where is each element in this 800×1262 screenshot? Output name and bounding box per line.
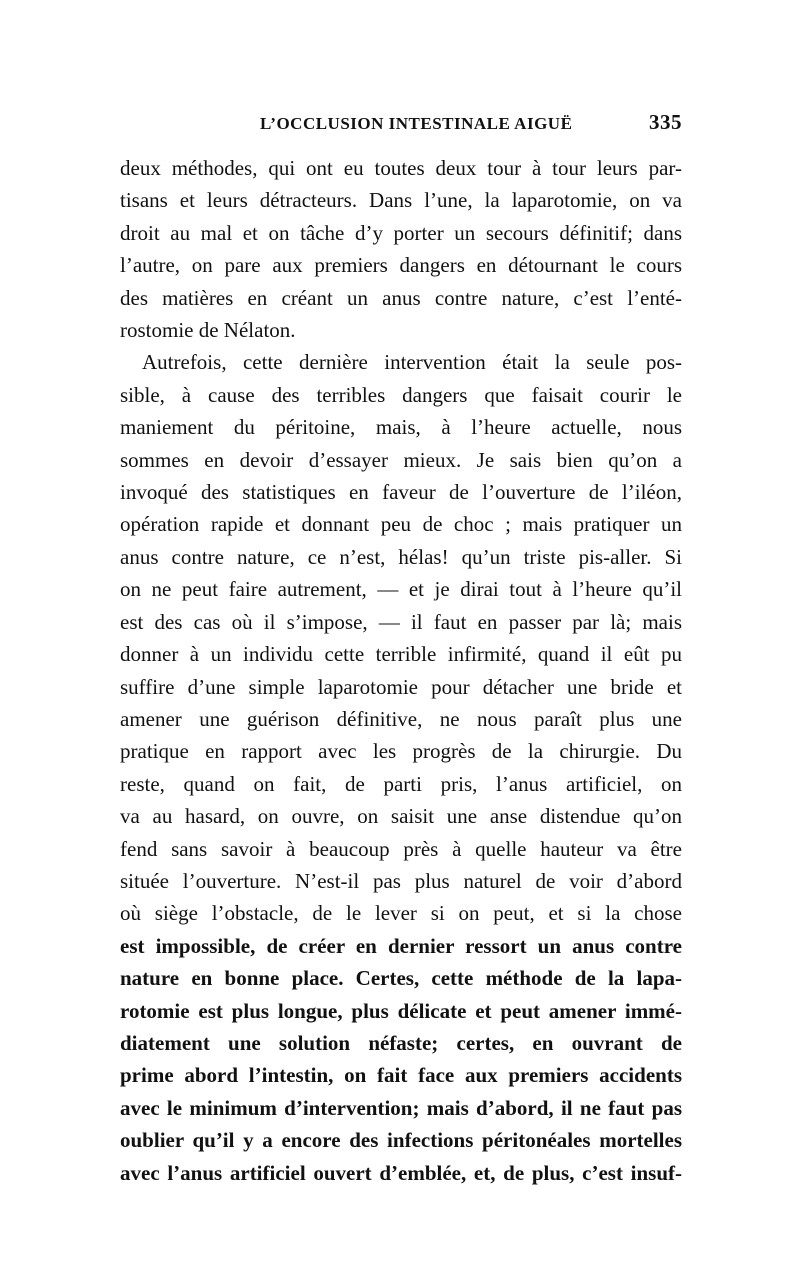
text-line: va au hasard, on ouvre, on saisit une anse distendue qu’on bbox=[120, 804, 682, 829]
text-line: des matières en créant un anus contre nature, c’est l’enté- bbox=[120, 285, 682, 310]
running-head bbox=[120, 108, 682, 138]
text-line: maniement du péritoine, mais, à l’heure actuelle, nous bbox=[120, 415, 682, 440]
text-line: avec le minimum d’intervention; mais d’abord, il ne faut pas bbox=[120, 1095, 682, 1120]
text-line: sible, à cause des terribles dangers que faisait courir le bbox=[120, 382, 682, 407]
text-line: reste, quand on fait, de parti pris, l’anus artificiel, on bbox=[120, 771, 682, 796]
text-line: où siège l’obstacle, de le lever si on peut, et si la chose bbox=[120, 901, 682, 926]
bold-text-block bbox=[120, 930, 682, 1189]
text-line: nature en bonne place. Certes, cette méthode de la lapa- bbox=[120, 966, 682, 991]
text-line: fend sans savoir à beaucoup près à quelle hauteur va être bbox=[120, 836, 682, 861]
text-line: avec l’anus artificiel ouvert d’emblée, et, de plus, c’est insuf- bbox=[120, 1160, 682, 1185]
text-line: on ne peut faire autrement, — et je dirai tout à l’heure qu’il bbox=[120, 577, 682, 602]
text-line: amener une guérison définitive, ne nous paraît plus une bbox=[120, 706, 682, 731]
text-line: anus contre nature, ce n’est, hélas! qu’un triste pis-aller. Si bbox=[120, 544, 682, 569]
text-line: est impossible, de créer en dernier ressort un anus contre bbox=[120, 933, 682, 958]
paragraph-2 bbox=[120, 346, 682, 1189]
text-line: tisans et leurs détracteurs. Dans l’une, la laparotomie, on va bbox=[120, 188, 682, 213]
text-line: droit au mal et on tâche d’y porter un secours définitif; dans bbox=[120, 220, 682, 245]
text-line: Autrefois, cette dernière intervention était la seule pos- bbox=[142, 350, 682, 375]
text-line: rostomie de Nélaton. bbox=[120, 318, 296, 343]
text-line: invoqué des statistiques en faveur de l’ouverture de l’iléon, bbox=[120, 480, 682, 505]
text-line: diatement une solution néfaste; certes, en ouvrant de bbox=[120, 1030, 682, 1055]
text-line: située l’ouverture. N’est-il pas plus naturel de voir d’abord bbox=[120, 868, 682, 893]
running-title: L’OCCLUSION INTESTINALE AIGUË bbox=[260, 114, 573, 133]
page-number: 335 bbox=[649, 110, 682, 134]
text-line: donner à un individu cette terrible infirmité, quand il eût pu bbox=[120, 642, 682, 667]
text-line: est des cas où il s’impose, — il faut en passer par là; mais bbox=[120, 609, 682, 634]
text-line: rotomie est plus longue, plus délicate et peut amener immé- bbox=[120, 998, 682, 1023]
text-line: suffire d’une simple laparotomie pour détacher une bride et bbox=[120, 674, 682, 699]
text-line: pratique en rapport avec les progrès de la chirurgie. Du bbox=[120, 739, 682, 764]
text-line: l’autre, on pare aux premiers dangers en détournant le cours bbox=[120, 253, 682, 278]
body-text bbox=[120, 152, 682, 1189]
text-line: sommes en devoir d’essayer mieux. Je sais bien qu’on a bbox=[120, 447, 682, 472]
text-line: oublier qu’il y a encore des infections péritonéales mortelles bbox=[120, 1128, 682, 1153]
text-line: prime abord l’intestin, on fait face aux premiers accidents bbox=[120, 1063, 682, 1088]
text-line: opération rapide et donnant peu de choc ; mais pratiquer un bbox=[120, 512, 682, 537]
text-line: deux méthodes, qui ont eu toutes deux tour à tour leurs par- bbox=[120, 156, 682, 180]
book-page bbox=[120, 108, 682, 1189]
paragraph-1 bbox=[120, 152, 682, 346]
